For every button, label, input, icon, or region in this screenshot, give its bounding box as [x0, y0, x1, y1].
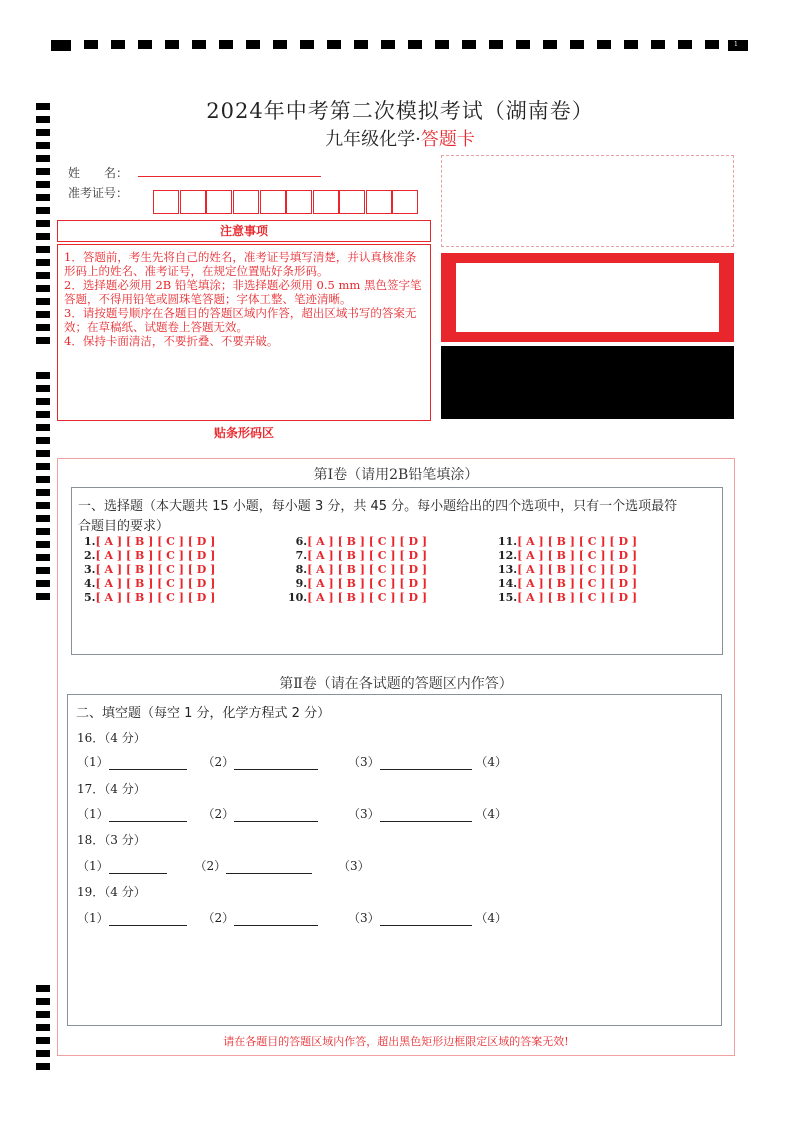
mcq-row: 11.[ A ] [ B ] [ C ] [ D ] [498, 535, 638, 548]
mcq-row: 3.[ A ] [ B ] [ C ] [ D ] [84, 563, 216, 576]
question-19-blanks[interactable]: （1） （2） （3） （4） [77, 911, 508, 925]
notice-item: 3．请按题号顺序在各题目的答题区域内作答，超出区域书写的答案无效；在草稿纸、试题卷上答题无效。 [64, 306, 417, 334]
mcq-row: 13.[ A ] [ B ] [ C ] [ D ] [498, 563, 638, 576]
name-label: 姓 名： [68, 166, 129, 180]
page-title: 2024年中考第二次模拟考试（湖南卷） [206, 99, 594, 123]
subtitle-red: 答题卡 [420, 129, 475, 150]
mcq-row: 1.[ A ] [ B ] [ C ] [ D ] [84, 535, 216, 548]
fill-heading: 二、填空题（每空 1 分，化学方程式 2 分） [76, 706, 331, 721]
question-17-label: 17．（4 分） [77, 782, 146, 796]
mcq-heading-line1: 一、选择题（本大题共 15 小题，每小题 3 分，共 45 分。每小题给出的四个选项中，只有一个选项最符 [78, 499, 678, 514]
mcq-row: 9.[ A ] [ B ] [ C ] [ D ] [295, 577, 428, 590]
mcq-row: 5.[ A ] [ B ] [ C ] [ D ] [84, 591, 216, 604]
mcq-column-3[interactable] [498, 535, 637, 605]
mcq-row: 8.[ A ] [ B ] [ C ] [ D ] [295, 563, 428, 576]
notice-item: 4．保持卡面清洁，不要折叠、不要弄破。 [64, 334, 279, 348]
part1-title: 第Ⅰ卷（请用2B铅笔填涂） [313, 467, 479, 483]
mcq-row: 4.[ A ] [ B ] [ C ] [ D ] [84, 577, 216, 590]
barcode-paste-area [441, 155, 734, 247]
mcq-row: 15.[ A ] [ B ] [ C ] [ D ] [498, 591, 638, 604]
question-16-label: 16．（4 分） [77, 731, 146, 745]
mcq-column-2[interactable] [288, 535, 427, 605]
mcq-row: 10.[ A ] [ B ] [ C ] [ D ] [288, 591, 428, 604]
mcq-row: 6.[ A ] [ B ] [ C ] [ D ] [295, 535, 428, 548]
page-subtitle [0, 125, 800, 151]
name-field[interactable] [138, 176, 321, 177]
black-marker-block [441, 346, 734, 419]
mcq-row: 14.[ A ] [ B ] [ C ] [ D ] [498, 577, 638, 590]
absent-mark-frame [441, 253, 734, 342]
id-label: 准考证号： [68, 186, 129, 200]
mcq-column-1[interactable] [84, 535, 215, 605]
question-17-blanks[interactable]: （1） （2） （3） （4） [77, 807, 508, 821]
mcq-row: 12.[ A ] [ B ] [ C ] [ D ] [498, 549, 638, 562]
footer-warning: 请在各题目的答题区域内作答，超出黑色矩形边框限定区域的答案无效! [223, 1035, 569, 1048]
question-18-label: 18．（3 分） [77, 833, 146, 847]
mcq-row: 7.[ A ] [ B ] [ C ] [ D ] [295, 549, 428, 562]
notice-item: 1．答题前，考生先将自己的姓名，准考证号填写清楚，并认真核准条形码上的姓名、准考证号，在规定位置贴好条形码。 [64, 250, 417, 278]
notice-box [57, 244, 431, 421]
page-number: 1 [734, 41, 738, 48]
mcq-heading-line2: 合题目的要求） [78, 519, 170, 534]
question-18-blanks[interactable]: （1） （2） （3） [77, 859, 370, 873]
mcq-row: 2.[ A ] [ B ] [ C ] [ D ] [84, 549, 216, 562]
notice-heading: 注意事项 [57, 220, 431, 242]
part2-title: 第Ⅱ卷（请在各试题的答题区内作答） [279, 676, 513, 692]
question-19-label: 19．（4 分） [77, 885, 146, 899]
subtitle-main: 九年级化学· [325, 129, 421, 150]
question-16-blanks[interactable]: （1） （2） （3） （4） [77, 755, 508, 769]
notice-item: 2．选择题必须用 2B 铅笔填涂；非选择题必须用 0.5 mm 黑色签字笔答题，不得用铅笔或圆珠笔答题；字体工整、笔迹清晰。 [64, 278, 422, 306]
barcode-area-label: 贴条形码区 [213, 426, 274, 440]
